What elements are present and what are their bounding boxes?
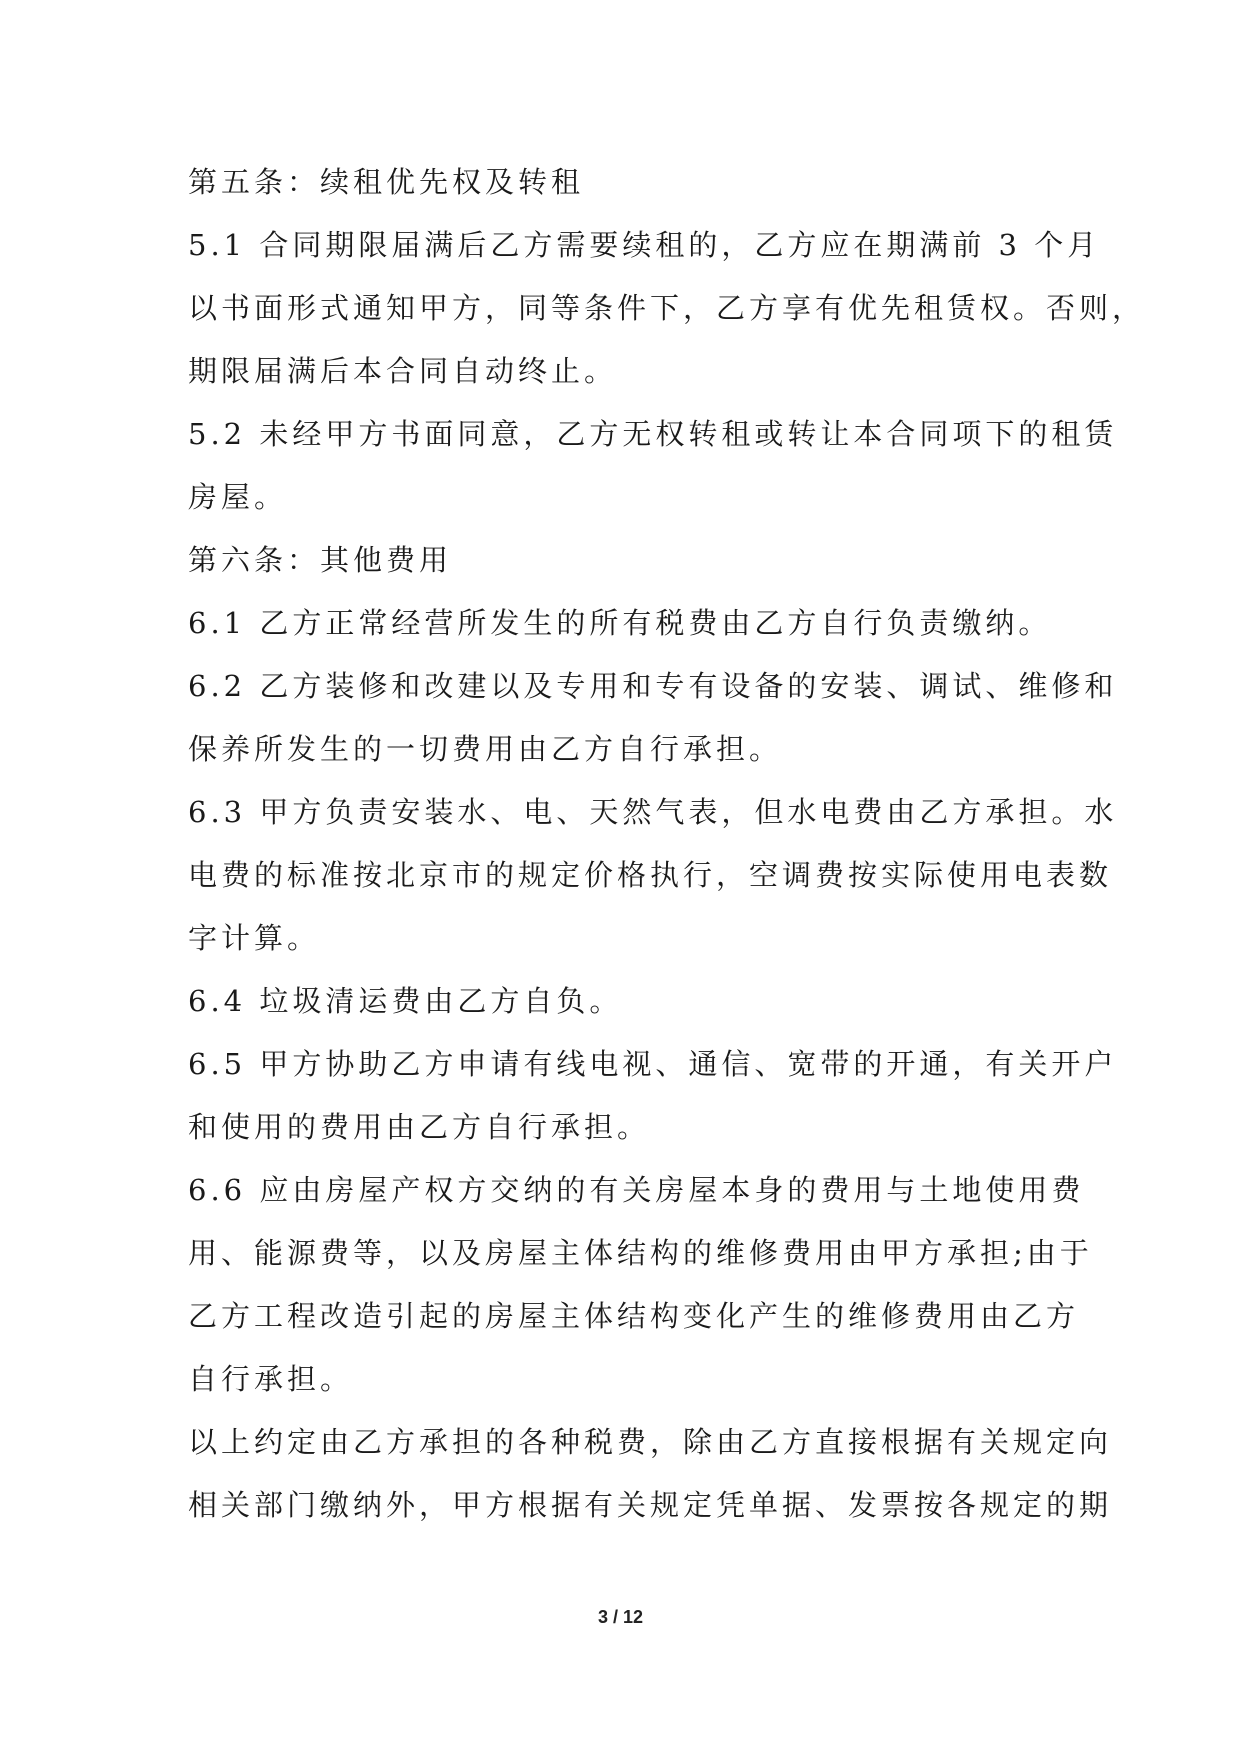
- clause-6-1-line-1: 6.1 乙方正常经营所发生的所有税费由乙方自行负责缴纳。: [188, 606, 1052, 640]
- clause-5-1-line-1: 5.1 合同期限届满后乙方需要续租的，乙方应在期满前 3 个月: [188, 228, 1101, 262]
- clause-6-6-line-4: 自行承担。: [188, 1362, 354, 1396]
- clause-6-3-line-1: 6.3 甲方负责安装水、电、天然气表，但水电费由乙方承担。水: [188, 795, 1118, 829]
- article-5-heading: 第五条：续租优先权及转租: [188, 165, 585, 199]
- clause-5-2-line-1: 5.2 未经甲方书面同意，乙方无权转租或转让本合同项下的租赁: [188, 417, 1118, 451]
- clause-6-5-line-2: 和使用的费用由乙方自行承担。: [188, 1110, 651, 1144]
- clause-5-1-line-2: 以书面形式通知甲方，同等条件下，乙方享有优先租赁权。否则，: [188, 291, 1146, 325]
- clause-6-6-line-2: 用、能源费等，以及房屋主体结构的维修费用由甲方承担;由于: [188, 1236, 1093, 1270]
- article-6-heading: 第六条：其他费用: [188, 543, 453, 577]
- clause-6-2-line-2: 保养所发生的一切费用由乙方自行承担。: [188, 732, 783, 766]
- clause-6-4-line-1: 6.4 垃圾清运费由乙方自负。: [188, 984, 623, 1018]
- clause-6-2-line-1: 6.2 乙方装修和改建以及专用和专有设备的安装、调试、维修和: [188, 669, 1118, 703]
- page-number: 3 / 12: [597, 1607, 644, 1627]
- clause-6-3-line-3: 字计算。: [188, 921, 321, 955]
- clause-5-1-line-3: 期限届满后本合同自动终止。: [188, 354, 618, 388]
- clause-5-2-line-2: 房屋。: [188, 480, 288, 514]
- clause-6-6-line-3: 乙方工程改造引起的房屋主体结构变化产生的维修费用由乙方: [188, 1299, 1080, 1333]
- clause-6-3-line-2: 电费的标准按北京市的规定价格执行，空调费按实际使用电表数: [188, 858, 1113, 892]
- closing-paragraph-line-2: 相关部门缴纳外，甲方根据有关规定凭单据、发票按各规定的期: [188, 1488, 1113, 1522]
- clause-6-6-line-1: 6.6 应由房屋产权方交纳的有关房屋本身的费用与土地使用费: [188, 1173, 1085, 1207]
- clause-6-5-line-1: 6.5 甲方协助乙方申请有线电视、通信、宽带的开通，有关开户: [188, 1047, 1118, 1081]
- closing-paragraph-line-1: 以上约定由乙方承担的各种税费，除由乙方直接根据有关规定向: [188, 1425, 1113, 1459]
